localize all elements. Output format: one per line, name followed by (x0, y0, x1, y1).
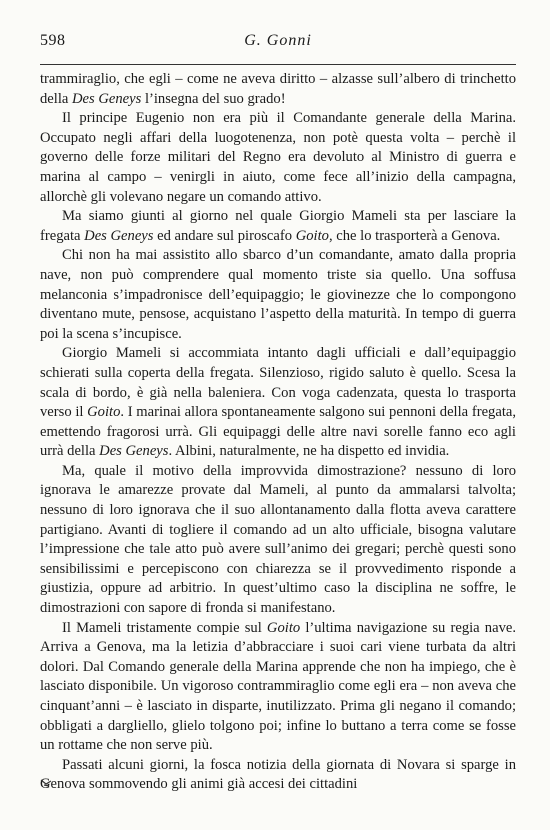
italic-run: Goito (295, 227, 329, 244)
paragraph (40, 246, 516, 344)
paragraph (40, 619, 516, 756)
running-title: G. Gonni (244, 32, 312, 49)
text-run: Ma, quale il motivo della improvvida dimostrazione? nessuno di loro ignorava le amarezze provate dal Mameli, al punto da ammalarsi talvolta; nessuno di loro ignorava che il suo allontanamento dalla flotta aveva carattere partigiano. Avanti di togliere il comando ad un alto ufficiale, bisogna valutare l’impressione che tale atto può avere sull’animo dei gregari; perchè questi sono sensibilissimi e percepiscono con chiarezza se il provvedimento risponde a giustizia, oppure ad arbitrio. In quest’ultimo caso la disciplina ne soffre, le dimostrazioni con sapore di fronda si manifestano. (40, 462, 516, 617)
header-rule (40, 64, 516, 65)
text-run: ed andare sul piroscafo (153, 227, 296, 244)
text-run: Giorgio Mameli si accommiata intanto dagli ufficiali e dall’equipaggio schierati sulla coperta della fregata. Silenzioso, rigido saluto è quello. Scesa la scala di bordo, è già nella baleniera. Con voga cadenzata, questa lo trasporta verso il (40, 345, 516, 421)
page-number: 598 (40, 32, 66, 49)
text-run: Chi non ha mai assistito allo sbarco d’un comandante, amato dalla propria nave, non può comprendere qual momento triste sia quello. Una soffusa melanconia s’impadronisce dell’equipaggio; le giovinezze che lo compongono diventano mute, pensose, acquistano l’aspetto della maturità. In tempo di guerra poi la scena s’incupisce. (40, 247, 516, 342)
text-run: . Albini, naturalmente, ne ha dispetto ed invidia. (168, 443, 450, 460)
text-run: l’ultima navigazione su regia nave. Arriva a Genova, ma la letizia d’abbracciare i suoi cari viene turbata da altri dolori. Dal Comando generale della Marina apprende che non ha impiego, che è lasciato disponibile. Un vigoroso contrammiraglio come egli era – non aveva che cinquant’anni – è lasciato in disparte, inutilizzato. Prima gli negano il comando; obbligati a dargliello, glielo tolgono poi; infine lo buttano a terra come se fosse un rottame che non serve più. (40, 619, 516, 754)
italic-run: Des Geneys (99, 443, 169, 460)
paragraph (40, 462, 516, 619)
text-run: Il principe Eugenio non era più il Comandante generale della Marina. Occupato negli affari della luogotenenza, non potè questa volta – perchè il governo delle forze militari del Regno era devoluto al Ministro di guerra e marina al campo – venirgli in aiuto, come fece all’inizio della campagna, allorchè gli volevano negare un comando attivo. (40, 110, 516, 205)
text-run: trammiraglio, che egli – come ne aveva diritto – alzasse sull’albero di trinchetto della (40, 71, 516, 107)
text-run: Il Mameli tristamente compie sul (62, 619, 267, 636)
italic-run: Goito (266, 619, 301, 636)
text-run: , che lo trasporterà a Genova. (328, 227, 501, 244)
text-run: l’insegna del suo grado! (141, 90, 286, 107)
paragraph (40, 344, 516, 462)
page-body (40, 70, 516, 795)
page-header (40, 32, 516, 56)
text-run: Passati alcuni giorni, la fosca notizia della giornata di Novara si sparge in Genova sommovendo gli animi già accesi dei cittadini (40, 756, 516, 793)
italic-run: Goito (87, 404, 121, 421)
paragraph (40, 109, 516, 207)
italic-run: Des Geneys (84, 227, 154, 244)
italic-run: Des Geneys (72, 90, 142, 107)
paragraph (40, 756, 516, 795)
text-run: . I marinai allora spontaneamente salgono sui pennoni della fregata, emettendo fragorosi urrà. Gli equipaggi delle altre navi sorelle fanno eco agli urrà della (40, 404, 516, 460)
paragraph (40, 70, 516, 109)
pencil-mark-icon (40, 778, 54, 788)
paragraph (40, 207, 516, 246)
text-run: Ma siamo giunti al giorno nel quale Giorgio Mameli sta per lasciare la fregata (40, 208, 516, 244)
